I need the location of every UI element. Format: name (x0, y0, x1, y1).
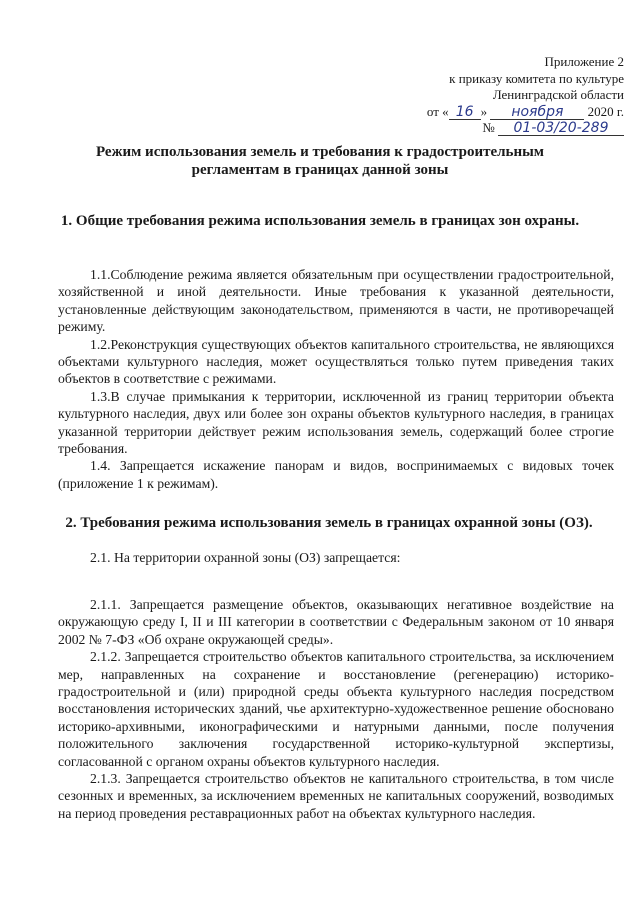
section1-paragraph: 1.3.В случае примыкания к территории, исключенной из границ территории объекта культурного наследия, двух или более зон охраны объектов культурного наследия, в границах указанной территории действует режим использования земель, содержащий более строгие требования. (58, 388, 614, 457)
date-prefix: от « (426, 103, 449, 119)
number-handwritten: 01-03/20-289 (498, 121, 624, 136)
date-year: 2020 г. (587, 103, 624, 119)
section2-intro: 2.1. На территории охранной зоны (ОЗ) запрещается: (90, 550, 401, 565)
section1-heading: 1. Общие требования режима использования земель в границах зон охраны. (60, 213, 580, 229)
section1-body (58, 266, 614, 492)
document-title: Режим использования земель и требования к градостроительным регламентам в границах данной зоны (95, 144, 545, 178)
appendix-region: Ленинградской области (492, 87, 624, 102)
date-mid: » (480, 103, 488, 119)
appendix-date (394, 104, 624, 121)
appendix-order-ref: к приказу комитета по культуре (449, 70, 624, 86)
appendix-number (394, 120, 624, 137)
section2-body (58, 596, 614, 822)
section2-paragraph: 2.1.3. Запрещается строительство объектов не капитального строительства, в том числе сезонных и временных, за исключением временных не капитальных сооружений, возводимых на период проведения реставрационных работ на объектах культурного наследия. (58, 771, 614, 821)
number-prefix: № (482, 120, 495, 135)
section2-intro-block (58, 549, 614, 566)
section2-paragraph: 2.1.1. Запрещается размещение объектов, оказывающих негативное воздействие на окружающую среду I, II и III категории в соответствии с Федеральным законом от 10 января 2002 № 7-ФЗ «Об охране окружающей среды». (58, 597, 614, 647)
section2-heading: 2. Требования режима использования земель в границах охранной зоны (ОЗ). (65, 515, 593, 531)
section1-paragraph: 1.4. Запрещается искажение панорам и видов, воспринимаемых с видовых точек (приложение 1 к режимам). (58, 458, 614, 491)
section2-paragraph: 2.1.2. Запрещается строительство объектов капитального строительства, за исключением мер, направленных на сохранение и восстановление (регенерацию) историко-градостроительной и (или) природной среды объекта культурного наследия посредством восстановления исторических зданий, чье архитектурно-художественное решение обосновано историко-архивными, иконографическими и натурными данными, после получения положительного заключения государственной историко-культурной экспертизы, согласованной с органом охраны объектов культурного наследия. (58, 649, 614, 769)
date-day-handwritten: 16 (449, 105, 481, 120)
appendix-header (394, 54, 624, 137)
section1-paragraph: 1.2.Реконструкция существующих объектов капитального строительства, не являющихся объектами культурного наследия, может осуществляться только путем приведения таких объектов в соответствие с режимами. (58, 336, 614, 387)
date-month-handwritten: ноября (490, 105, 584, 120)
section1-paragraph: 1.1.Соблюдение режима является обязательным при осуществлении градостроительной, хозяйственной и иной деятельности. Иные требования к указанной деятельности, установленные действующим законодательством, применяются в части, не противоречащей режиму. (58, 267, 614, 335)
appendix-label: Приложение 2 (544, 54, 624, 69)
